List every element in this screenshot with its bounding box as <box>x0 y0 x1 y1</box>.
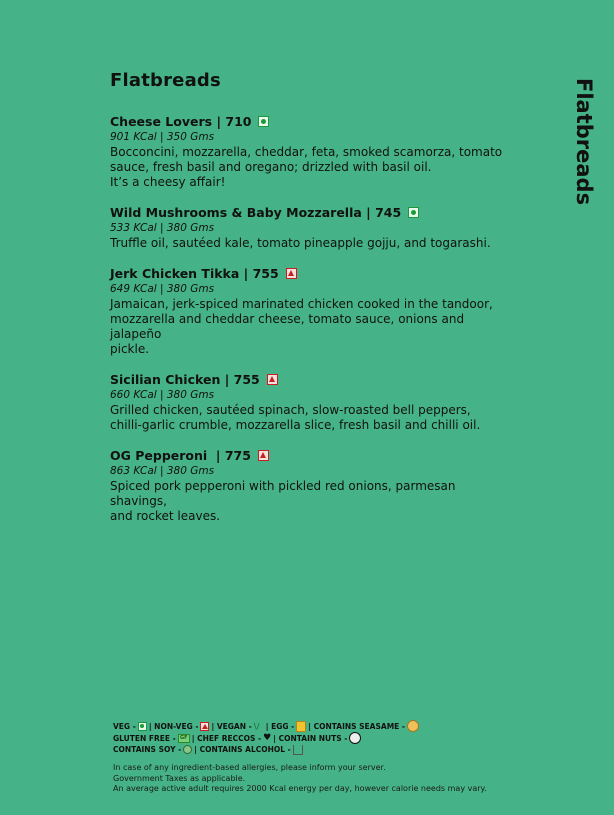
menu-items <box>110 113 510 538</box>
legend-alcohol-label: | CONTAINS ALCOHOL - <box>194 745 291 754</box>
item-description <box>110 236 510 251</box>
item-meta: 901 KCal | 350 Gms <box>110 131 215 143</box>
desc-line: Jamaican, jerk-spiced marinated chicken cooked in the tandoor, <box>110 297 493 311</box>
vegan-leaf-icon: \/ <box>253 721 260 731</box>
non-veg-icon <box>258 450 269 461</box>
legend-nuts-label: | CONTAIN NUTS - <box>273 733 348 743</box>
menu-item <box>110 113 510 190</box>
item-description <box>110 145 510 190</box>
item-name: Sicilian Chicken <box>110 372 221 387</box>
page-title: Flatbreads <box>110 70 221 91</box>
item-price: 710 <box>225 114 252 129</box>
soy-icon <box>183 745 192 754</box>
legend-gluten-free-label: GLUTEN FREE - <box>113 733 176 743</box>
heart-icon: ♥ <box>263 732 272 743</box>
item-meta: 649 KCal | 380 Gms <box>110 283 215 295</box>
legend-chef-reccos-label: | CHEF RECCOS - <box>191 733 262 743</box>
gluten-free-icon: GF <box>178 734 190 743</box>
legend-egg-label: | EGG - <box>265 721 295 731</box>
desc-line: It’s a cheesy affair! <box>110 175 226 189</box>
item-description <box>110 403 510 433</box>
veg-icon <box>138 722 147 731</box>
desc-line: and rocket leaves. <box>110 509 221 523</box>
item-price: 755 <box>233 372 260 387</box>
item-header <box>110 204 510 221</box>
desc-line: pickle. <box>110 342 150 356</box>
item-header <box>110 371 510 388</box>
item-meta: 660 KCal | 380 Gms <box>110 389 215 401</box>
dietary-legend <box>113 720 421 755</box>
item-meta: 863 KCal | 380 Gms <box>110 465 215 477</box>
legend-nonveg-label: | NON-VEG - <box>148 721 199 731</box>
desc-line: Truffle oil, sautéed kale, tomato pineapple gojju, and togarashi. <box>110 236 491 250</box>
desc-line: chilli-garlic crumble, mozzarella slice, fresh basil and chilli oil. <box>110 418 481 432</box>
menu-item <box>110 447 510 524</box>
desc-line: Spiced pork pepperoni with pickled red onions, parmesan shavings, <box>110 479 456 508</box>
legend-row <box>113 744 421 755</box>
item-description <box>110 297 510 357</box>
desc-line: Grilled chicken, sautéed spinach, slow-roasted bell peppers, <box>110 403 471 417</box>
item-description <box>110 479 510 524</box>
footnote-allergy: In case of any ingredient-based allergies, please inform your server. <box>113 763 386 772</box>
item-name: OG Pepperoni <box>110 448 212 463</box>
veg-icon <box>408 207 419 218</box>
non-veg-icon <box>200 722 209 731</box>
legend-veg-label: VEG - <box>113 721 136 731</box>
item-separator: | <box>211 448 225 463</box>
desc-line: mozzarella and cheddar cheese, tomato sauce, onions and jalapeño <box>110 312 465 341</box>
desc-line: Bocconcini, mozzarella, cheddar, feta, smoked scamorza, tomato <box>110 145 503 159</box>
item-header <box>110 447 510 464</box>
desc-line: sauce, fresh basil and oregano; drizzled with basil oil. <box>110 160 432 174</box>
footnote-calories: An average active adult requires 2000 Kcal energy per day, however calorie needs may vary. <box>113 784 487 793</box>
veg-icon <box>258 116 269 127</box>
non-veg-icon <box>267 374 278 385</box>
footnotes <box>113 763 487 795</box>
legend-vegan-label: | VEGAN - <box>211 721 252 731</box>
legend-row <box>113 720 421 732</box>
legend-row <box>113 732 421 744</box>
seasame-icon <box>407 720 419 732</box>
item-header <box>110 265 510 282</box>
alcohol-glass-icon <box>293 745 303 755</box>
item-separator: | <box>361 205 376 220</box>
item-separator: | <box>239 266 253 281</box>
footnote-taxes: Government Taxes as applicable. <box>113 773 246 783</box>
item-separator: | <box>212 114 226 129</box>
menu-item <box>110 371 510 433</box>
item-name: Wild Mushrooms & Baby Mozzarella <box>110 205 362 220</box>
item-price: 745 <box>375 205 402 220</box>
legend-soy-label: CONTAINS SOY - <box>113 745 182 754</box>
egg-icon <box>296 721 306 732</box>
menu-item <box>110 204 510 251</box>
side-title: Flatbreads <box>572 78 596 206</box>
item-meta: 533 KCal | 380 Gms <box>110 222 215 234</box>
item-name: Jerk Chicken Tikka <box>110 266 240 281</box>
menu-item <box>110 265 510 357</box>
item-name: Cheese Lovers <box>110 114 213 129</box>
legend-seasame-label: | CONTAINS SEASAME - <box>308 721 406 731</box>
item-header <box>110 113 510 130</box>
item-price: 755 <box>252 266 279 281</box>
item-separator: | <box>220 372 234 387</box>
non-veg-icon <box>286 268 297 279</box>
item-price: 775 <box>224 448 251 463</box>
nuts-icon <box>349 732 361 744</box>
